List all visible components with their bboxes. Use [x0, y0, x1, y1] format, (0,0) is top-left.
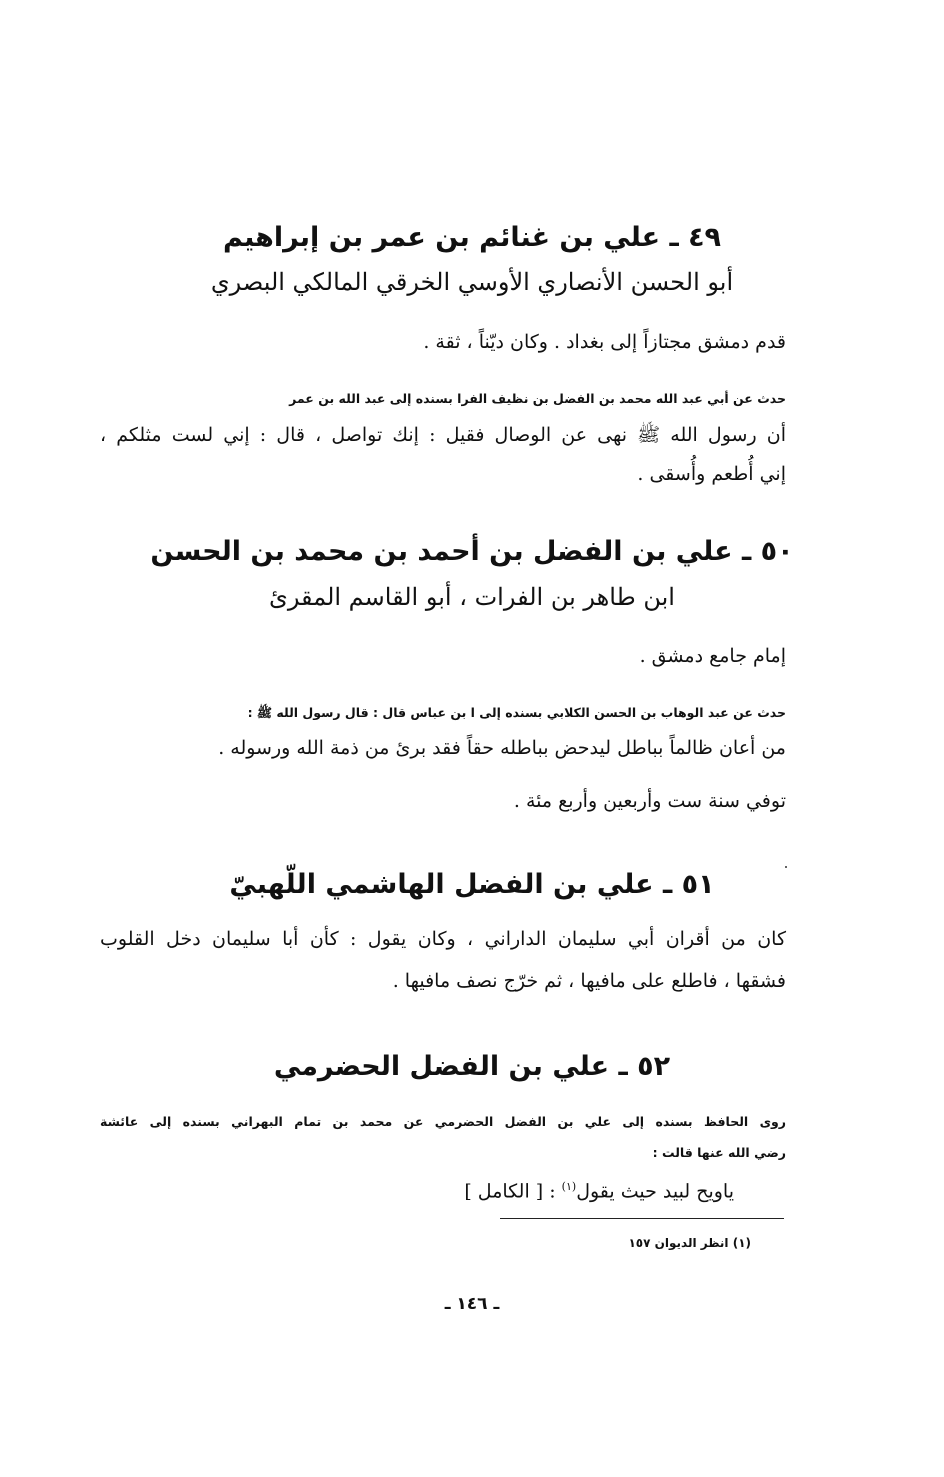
- entry-50-death: توفي سنة ست وأربعين وأربع مئة .: [513, 790, 786, 812]
- entry-49-subtitle: أبو الحسن الأنصاري الأوسي الخرقي المالكي البصري: [210, 268, 734, 296]
- entry-49-note: قدم دمشق مجتازاً إلى بغداد . وكان ديّناً ، ثقة .: [423, 331, 786, 353]
- footnote-rule: [500, 1218, 784, 1219]
- footnote-marker: (١): [561, 1180, 577, 1193]
- entry-49-title: ٤٩ ـ علي بن غنائم بن عمر بن إبراهيم: [222, 222, 722, 253]
- entry-51-text-line-1: كان من أقران أبي سليمان الداراني ، وكان يقول : كأن أبا سليمان دخل القلوب: [100, 928, 786, 950]
- entry-51-title: ٥١ ـ علي بن الفضل الهاشمي اللّهبيّ: [229, 869, 715, 900]
- entry-50-title: ٥٠ ـ علي بن الفضل بن أحمد بن محمد بن الحسن: [150, 536, 794, 567]
- entry-51-text-line-2: فشقها ، فاطلع على مافيها ، ثم خرّج نصف مافيها .: [392, 970, 786, 992]
- entry-49-hadith-line-2: إني أُطعم وأُسقى .: [637, 463, 786, 485]
- entry-49-isnad: حدث عن أبي عبد الله محمد بن الفضل بن نظيف الفرا بسنده إلى عبد الله بن عمر: [289, 391, 786, 406]
- page-number: ـ ١٤٦ ـ: [444, 1294, 500, 1314]
- scan-speck: [785, 866, 787, 868]
- verse-text: ياويح لبيد حيث يقول: [576, 1180, 734, 1203]
- footnote: (١) انظر الديوان ١٥٧: [628, 1236, 751, 1250]
- entry-50-hadith: من أعان ظالماً بباطل ليدحض بباطله حقاً فقد برئ من ذمة الله ورسوله .: [218, 737, 786, 759]
- entry-49-hadith-line-1: أن رسول الله ﷺ نهى عن الوصال فقيل : إنك تواصل ، قال : إني لست مثلكم ،: [100, 424, 786, 446]
- entry-52-verse-line: [464, 1180, 734, 1202]
- verse-meter: : [ الكامل ]: [464, 1180, 562, 1203]
- entry-50-note: إمام جامع دمشق .: [639, 645, 786, 667]
- entry-52-title: ٥٢ ـ علي بن الفضل الحضرمي: [273, 1051, 671, 1082]
- entry-52-isnad-line-1: روى الحافظ بسنده إلى علي بن الفضل الحضرمي عن محمد بن تمام البهراني بسنده إلى عائشة: [100, 1114, 786, 1129]
- entry-50-subtitle: ابن طاهر بن الفرات ، أبو القاسم المقرئ: [269, 583, 675, 611]
- entry-50-isnad: حدث عن عبد الوهاب بن الحسن الكلابي بسنده إلى ا بن عباس قال : قال رسول الله ﷺ :: [247, 705, 786, 720]
- entry-52-isnad-line-2: رضي الله عنها قالت :: [652, 1145, 786, 1160]
